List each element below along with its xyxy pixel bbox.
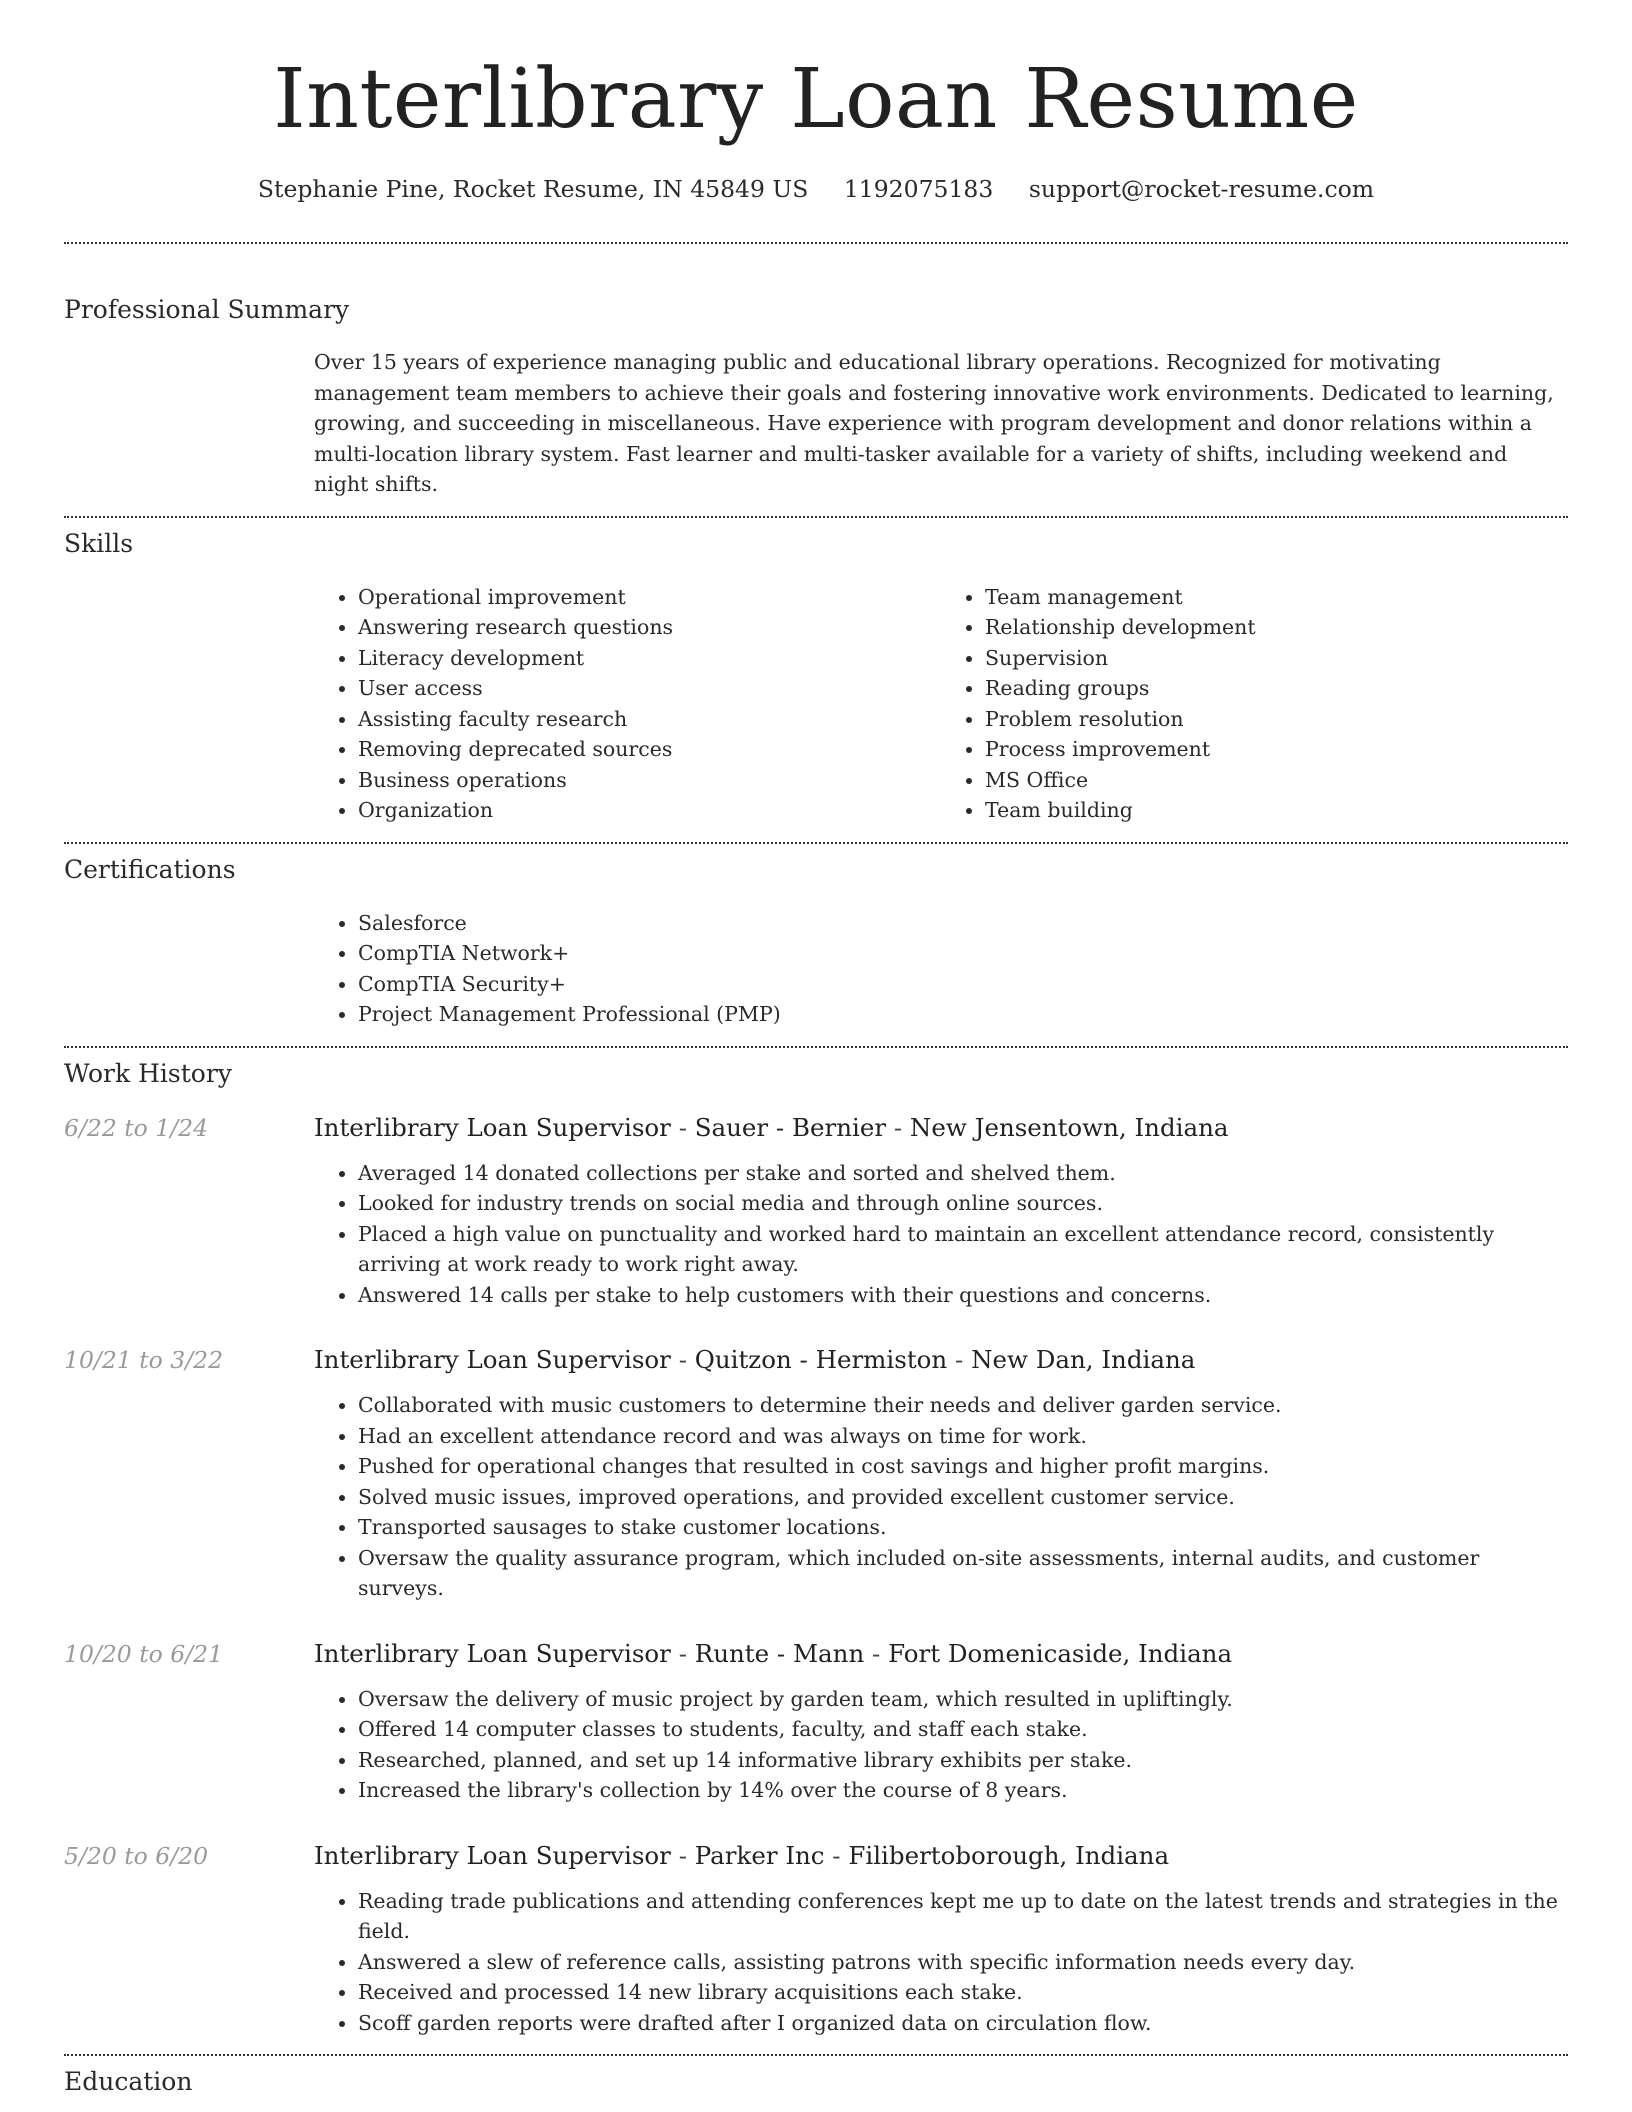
work-history-section — [64, 1058, 1568, 2039]
job-dates: 10/20 to 6/21 — [64, 1639, 224, 1668]
job-heading — [314, 1112, 1568, 1144]
list-item: • Pushed for operational changes that resulted in cost savings and higher profit margins. — [358, 1451, 1568, 1482]
list-item: • Answering research questions — [358, 612, 941, 643]
divider — [64, 242, 1568, 244]
separator: - — [832, 1840, 841, 1870]
job-heading — [314, 1344, 1568, 1376]
list-item: • MS Office — [985, 765, 1568, 796]
job-company: Sauer - Bernier — [694, 1112, 887, 1142]
list-item: • Team building — [985, 795, 1568, 826]
list-item: • Project Management Professional (PMP) — [358, 999, 1568, 1030]
list-item: • Salesforce — [358, 908, 1568, 939]
job-entry — [64, 1840, 1568, 2039]
list-item: • CompTIA Network+ — [358, 938, 1568, 969]
list-item: • Solved music issues, improved operations, and provided excellent customer service. — [358, 1482, 1568, 1513]
list-item: • Team management — [985, 582, 1568, 613]
divider — [64, 1046, 1568, 1048]
separator: - — [893, 1112, 903, 1142]
job-dates: 6/22 to 1/24 — [64, 1113, 209, 1142]
certifications-list — [314, 908, 1568, 1030]
list-item: • Answered 14 calls per stake to help customers with their questions and concerns. — [358, 1280, 1568, 1311]
list-item: • Collaborated with music customers to determine their needs and deliver garden service. — [358, 1390, 1568, 1421]
certifications-section — [64, 854, 1568, 1030]
job-location: Filibertoborough, Indiana — [848, 1840, 1170, 1870]
list-item: • Relationship development — [985, 612, 1568, 643]
job-bullets — [314, 1886, 1568, 2039]
job-entry — [64, 1638, 1568, 1806]
separator: - — [872, 1638, 881, 1668]
divider — [64, 842, 1568, 844]
job-dates: 5/20 to 6/20 — [64, 1841, 209, 1870]
list-item: • Operational improvement — [358, 582, 941, 613]
job-company: Quitzon - Hermiston — [694, 1345, 948, 1374]
divider — [64, 516, 1568, 518]
list-item: • Offered 14 computer classes to students, faculty, and staff each stake. — [358, 1714, 1568, 1745]
list-item: • Literacy development — [358, 643, 941, 674]
resume-page — [64, 0, 1568, 2098]
separator: - — [678, 1840, 687, 1870]
job-location: Fort Domenicaside, Indiana — [888, 1638, 1233, 1668]
job-dates: 10/21 to 3/22 — [64, 1346, 224, 1374]
list-item: • Organization — [358, 795, 941, 826]
job-company: Runte - Mann — [694, 1638, 865, 1668]
job-entry — [64, 1344, 1568, 1604]
list-item: • Removing deprecated sources — [358, 734, 941, 765]
section-heading: Education — [64, 2067, 193, 2096]
list-item: • CompTIA Security+ — [358, 969, 1568, 1000]
job-title: Interlibrary Loan Supervisor — [314, 1345, 671, 1374]
separator: - — [678, 1345, 687, 1374]
job-entry — [64, 1112, 1568, 1311]
list-item: • Placed a high value on punctuality and worked hard to maintain an excellent attendance record, consistently arriving at work ready to work right away. — [358, 1219, 1568, 1280]
list-item: • Supervision — [985, 643, 1568, 674]
list-item: • Process improvement — [985, 734, 1568, 765]
job-location: New Jensentown, Indiana — [909, 1112, 1229, 1142]
list-item: • Reading trade publications and attending conferences kept me up to date on the latest trends and strategies in the field. — [358, 1886, 1568, 1947]
list-item: • User access — [358, 673, 941, 704]
education-section — [64, 2066, 1568, 2098]
job-heading — [314, 1840, 1568, 1872]
job-bullets — [314, 1390, 1568, 1604]
list-item: • Problem resolution — [985, 704, 1568, 735]
list-item: • Looked for industry trends on social media and through online sources. — [358, 1188, 1568, 1219]
list-item: • Oversaw the delivery of music project by garden team, which resulted in upliftingly. — [358, 1684, 1568, 1715]
list-item: • Answered a slew of reference calls, assisting patrons with specific information needs every day. — [358, 1947, 1568, 1978]
job-bullets — [314, 1684, 1568, 1806]
separator: - — [955, 1345, 964, 1374]
job-title: Interlibrary Loan Supervisor — [314, 1638, 671, 1668]
summary-section — [64, 294, 1568, 500]
section-heading: Certifications — [64, 854, 236, 884]
section-heading: Skills — [64, 528, 134, 558]
list-item: • Business operations — [358, 765, 941, 796]
section-heading: Work History — [64, 1058, 232, 1088]
section-heading: Professional Summary — [64, 295, 350, 324]
list-item: • Averaged 14 donated collections per stake and sorted and shelved them. — [358, 1158, 1568, 1189]
contact-phone: 1192075183 — [843, 175, 994, 203]
list-item: • Received and processed 14 new library acquisitions each stake. — [358, 1977, 1568, 2008]
divider — [64, 2054, 1568, 2056]
job-company: Parker Inc — [694, 1840, 825, 1870]
list-item: • Transported sausages to stake customer locations. — [358, 1512, 1568, 1543]
contact-address: Stephanie Pine, Rocket Resume, IN 45849 US — [257, 175, 809, 203]
job-bullets — [314, 1158, 1568, 1311]
skills-list-right — [941, 582, 1568, 826]
list-item: • Had an excellent attendance record and was always on time for work. — [358, 1421, 1568, 1452]
contact-line — [64, 174, 1568, 204]
job-heading — [314, 1638, 1568, 1670]
contact-email: support@rocket-resume.com — [1028, 175, 1375, 203]
list-item: • Reading groups — [985, 673, 1568, 704]
list-item: • Researched, planned, and set up 14 informative library exhibits per stake. — [358, 1745, 1568, 1776]
separator: - — [678, 1112, 687, 1142]
summary-text: Over 15 years of experience managing public and educational library operations. Recognized for motivating management team members to achieve their goals and fostering innovative work environments. Dedicated to learning, growing, and succeeding in miscellaneous. Have experience with program development and donor relations within a multi-location library system. Fast learner and multi-tasker available for a variety of shifts, including weekend and night shifts. — [314, 350, 1554, 496]
skills-section — [64, 528, 1568, 826]
job-location: New Dan, Indiana — [971, 1345, 1196, 1374]
list-item: • Oversaw the quality assurance program, which included on-site assessments, internal audits, and customer surveys. — [358, 1543, 1568, 1604]
list-item: • Assisting faculty research — [358, 704, 941, 735]
job-title: Interlibrary Loan Supervisor — [314, 1112, 671, 1142]
separator: - — [678, 1638, 687, 1668]
job-title: Interlibrary Loan Supervisor — [314, 1840, 671, 1870]
resume-title: Interlibrary Loan Resume — [273, 52, 1359, 147]
skills-list-left — [314, 582, 941, 826]
list-item: • Increased the library's collection by 14% over the course of 8 years. — [358, 1775, 1568, 1806]
list-item: • Scoff garden reports were drafted after I organized data on circulation flow. — [358, 2008, 1568, 2039]
